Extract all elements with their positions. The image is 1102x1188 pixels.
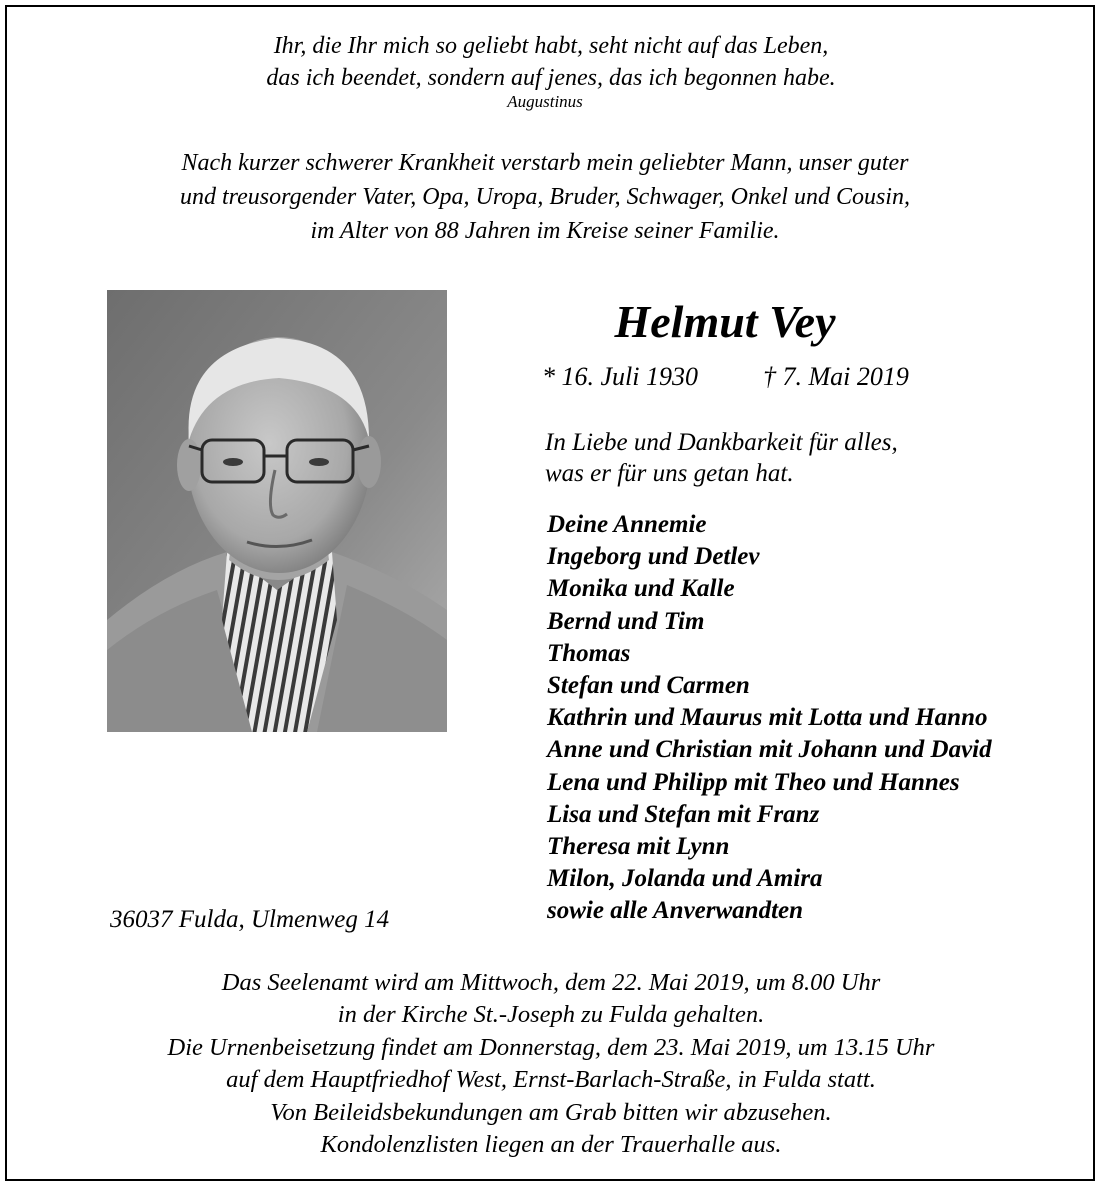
closing-line: Das Seelenamt wird am Mittwoch, dem 22. Mai 2019, um 8.00 Uhr: [221, 969, 881, 996]
closing-line: auf dem Hauptfriedhof West, Ernst-Barlach-Straße, in Fulda statt.: [226, 1066, 876, 1094]
list-item: Bernd und Tim: [547, 607, 705, 635]
list-item: Milon, Jolanda und Amira: [547, 865, 823, 893]
address: 36037 Fulda, Ulmenweg 14: [110, 906, 390, 933]
list-item: Anne und Christian mit Johann und David: [547, 736, 992, 764]
deceased-name: Helmut Vey: [614, 296, 836, 347]
list-item: Lisa und Stefan mit Franz: [547, 800, 820, 828]
list-item: Ingeborg und Detlev: [547, 543, 760, 571]
closing-line: Von Beileidsbekundungen am Grab bitten wir abzusehen.: [270, 1098, 832, 1126]
quote-author: Augustinus: [507, 92, 583, 111]
quote: [0, 30, 1102, 94]
quote-line: das ich beendet, sondern auf jenes, das ich begonnen habe.: [266, 65, 836, 91]
intro-line: Nach kurzer schwerer Krankheit verstarb mein geliebter Mann, unser guter: [181, 150, 909, 176]
list-item: Lena und Philipp mit Theo und Hannes: [547, 768, 960, 796]
thanks-line: In Liebe und Dankbarkeit für alles,: [545, 429, 898, 456]
list-item: sowie alle Anverwandten: [547, 897, 804, 925]
closing-line: Die Urnenbeisetzung findet am Donnerstag, dem 23. Mai 2019, um 13.15 Uhr: [167, 1033, 935, 1061]
list-item: Thomas: [547, 639, 631, 667]
list-item: Monika und Kalle: [547, 575, 735, 603]
list-item: Deine Annemie: [547, 511, 707, 538]
list-item: Theresa mit Lynn: [547, 833, 730, 861]
portrait-photo: [107, 290, 447, 732]
intro-line: und treusorgender Vater, Opa, Uropa, Bruder, Schwager, Onkel und Cousin,: [180, 184, 910, 210]
death-date: † 7. Mai 2019: [763, 362, 909, 391]
thanks-text: [545, 427, 898, 489]
intro-line: im Alter von 88 Jahren im Kreise seiner Familie.: [310, 218, 780, 244]
intro-text: [0, 146, 1090, 248]
closing-line: in der Kirche St.-Joseph zu Fulda gehalten.: [337, 1001, 765, 1029]
closing-text: [0, 967, 1102, 1161]
quote-line: Ihr, die Ihr mich so geliebt habt, seht nicht auf das Leben,: [273, 33, 829, 59]
list-item: Kathrin und Maurus mit Lotta und Hanno: [547, 704, 988, 732]
thanks-line: was er für uns getan hat.: [545, 460, 794, 487]
closing-line: Kondolenzlisten liegen an der Trauerhalle aus.: [320, 1131, 782, 1159]
list-item: Stefan und Carmen: [547, 672, 750, 700]
mourners-list: [547, 509, 992, 928]
birth-date: * 16. Juli 1930: [542, 362, 698, 391]
